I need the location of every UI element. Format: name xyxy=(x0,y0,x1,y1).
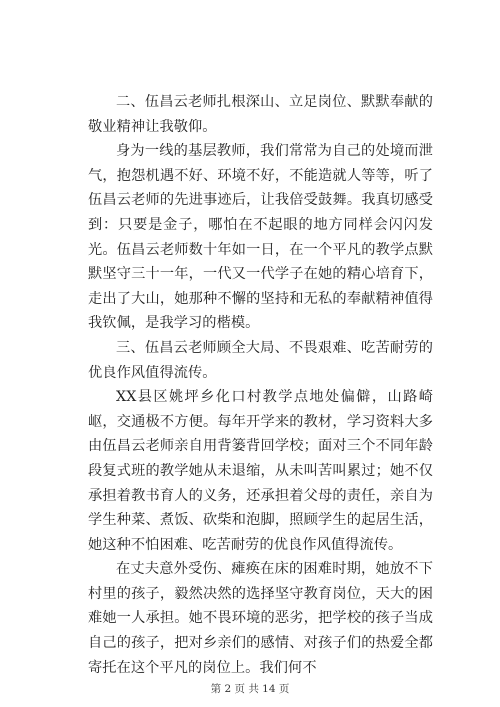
page-number-footer: 第 2 页 共 14 页 xyxy=(210,683,290,695)
paragraph-husband-injury: 在丈夫意外受伤、瘫痪在床的困难时期，她放不下村里的孩子，毅然决然的选择坚守教育岗位，天大的困难她一人承担。她不畏环境的恶劣，把学校的孩子当成自己的孩子，把对乡亲们的感情、对孩子们的热爱全都寄托在这个平凡的岗位上。我们何不 xyxy=(88,561,433,676)
paragraph-section-three-heading: 三、伍昌云老师顾全大局、不畏艰难、吃苦耐劳的优良作风值得流传。 xyxy=(88,339,433,381)
paragraph-school-conditions: XX县区姚坪乡化口村教学点地处偏僻，山路崎岖，交通极不方便。每年开学来的教材，学习资料大多由伍昌云老师亲自用背篓背回学校；面对三个不同年龄段复式班的教学她从未退缩，从未叫苦叫累过；她不仅承担着教书育人的义务，还承担着父母的责任，亲自为学生种菜、煮饭、砍柴和泡脚，照顾学生的起居生活，她这种不怕困难、吃苦耐劳的优良作风值得流传。 xyxy=(88,389,433,553)
paragraph-section-two-heading: 二、伍昌云老师扎根深山、立足岗位、默默奉献的敬业精神让我敬仰。 xyxy=(88,94,433,135)
paragraph-reflection: 身为一线的基层教师，我们常常为自己的处境而泄气，抱怨机遇不好、环境不好，不能造就人等等，听了伍昌云老师的先进事迹后，让我倍受鼓舞。我真切感受到：只要是金子，哪怕在不起眼的地方同样会闪闪发光。伍昌云老师数十年如一日，在一个平凡的教学点默默坚守三十一年，一代又一代学子在她的精心培育下，走出了大山，她那种不懈的坚持和无私的奉献精神值得我钦佩，是我学习的楷模。 xyxy=(88,143,433,332)
document-body xyxy=(88,90,433,680)
